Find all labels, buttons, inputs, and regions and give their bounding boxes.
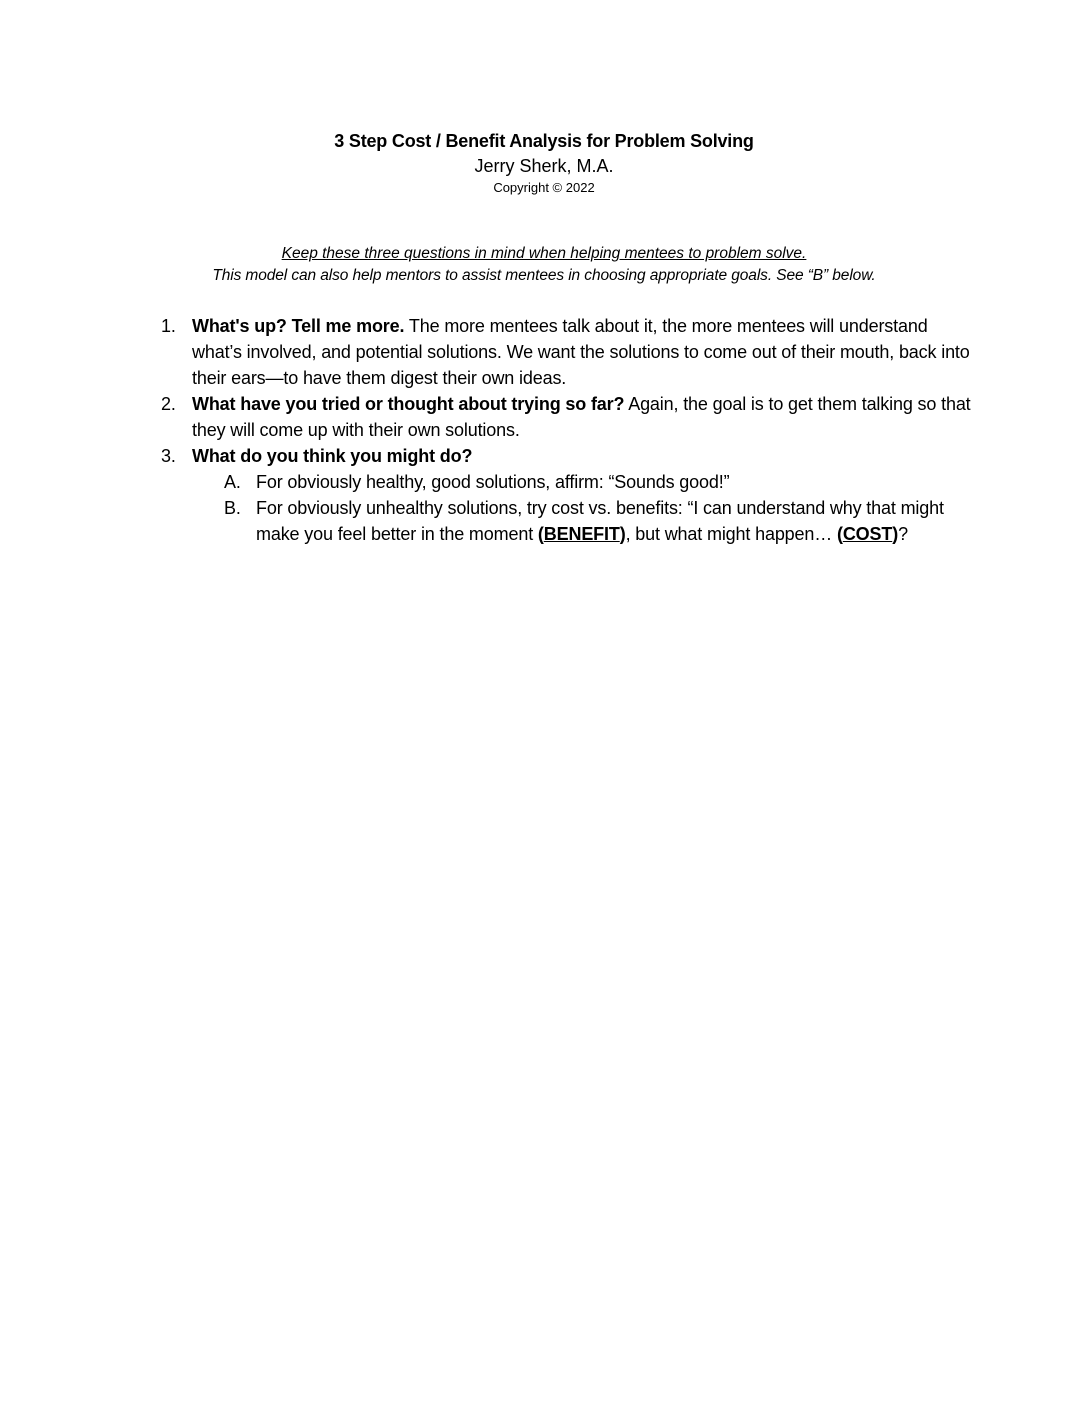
- benefit-term: BENEFIT: [543, 524, 620, 544]
- sub-item-letter: A.: [224, 472, 241, 492]
- item-question: What do you think you might do?: [192, 446, 473, 466]
- list-item: [161, 391, 981, 443]
- intro-note: [0, 243, 1088, 287]
- document-author: Jerry Sherk, M.A.: [474, 156, 614, 176]
- list-item: [161, 313, 981, 391]
- sub-list-item: [161, 495, 981, 547]
- steps-list: [161, 313, 981, 547]
- paren-open: (: [836, 524, 843, 544]
- document-title: 3 Step Cost / Benefit Analysis for Problem Solving: [334, 131, 754, 151]
- item-question: What have you tried or thought about trying so far?: [192, 394, 625, 414]
- sub-item-letter: B.: [224, 498, 241, 518]
- copyright-notice: Copyright © 2022: [493, 180, 595, 195]
- item-text: The more mentees talk about it, the more mentees will understand what’s involved, and potential solutions. We want the solutions to come out of their mouth, back into their ears—to have them digest their own ideas.: [192, 316, 970, 388]
- item-text: Again, the goal is to get them talking so that they will come up with their own solutions.: [192, 394, 971, 440]
- intro-line-1: Keep these three questions in mind when helping mentees to problem solve.: [281, 245, 807, 262]
- sub-item-text: For obviously healthy, good solutions, affirm: “Sounds good!”: [256, 472, 730, 492]
- sub-list-item: [161, 469, 981, 495]
- sub-item-text: For obviously unhealthy solutions, try cost vs. benefits: “I can understand why that might make you feel better in the moment: [256, 498, 944, 544]
- item-question: What's up? Tell me more.: [192, 316, 405, 336]
- document-header: [0, 128, 1088, 198]
- sub-item-text: ?: [898, 524, 908, 544]
- cost-term: COST: [842, 524, 893, 544]
- item-number: 1.: [161, 316, 176, 336]
- intro-line-2: This model can also help mentors to assist mentees in choosing appropriate goals. See “B” below.: [212, 267, 876, 284]
- paren-close: ): [892, 524, 899, 544]
- item-number: 2.: [161, 394, 176, 414]
- sub-item-text: , but what might happen…: [625, 524, 837, 544]
- list-item: [161, 443, 981, 469]
- paren-close: ): [619, 524, 626, 544]
- paren-open: (: [537, 524, 544, 544]
- item-number: 3.: [161, 446, 176, 466]
